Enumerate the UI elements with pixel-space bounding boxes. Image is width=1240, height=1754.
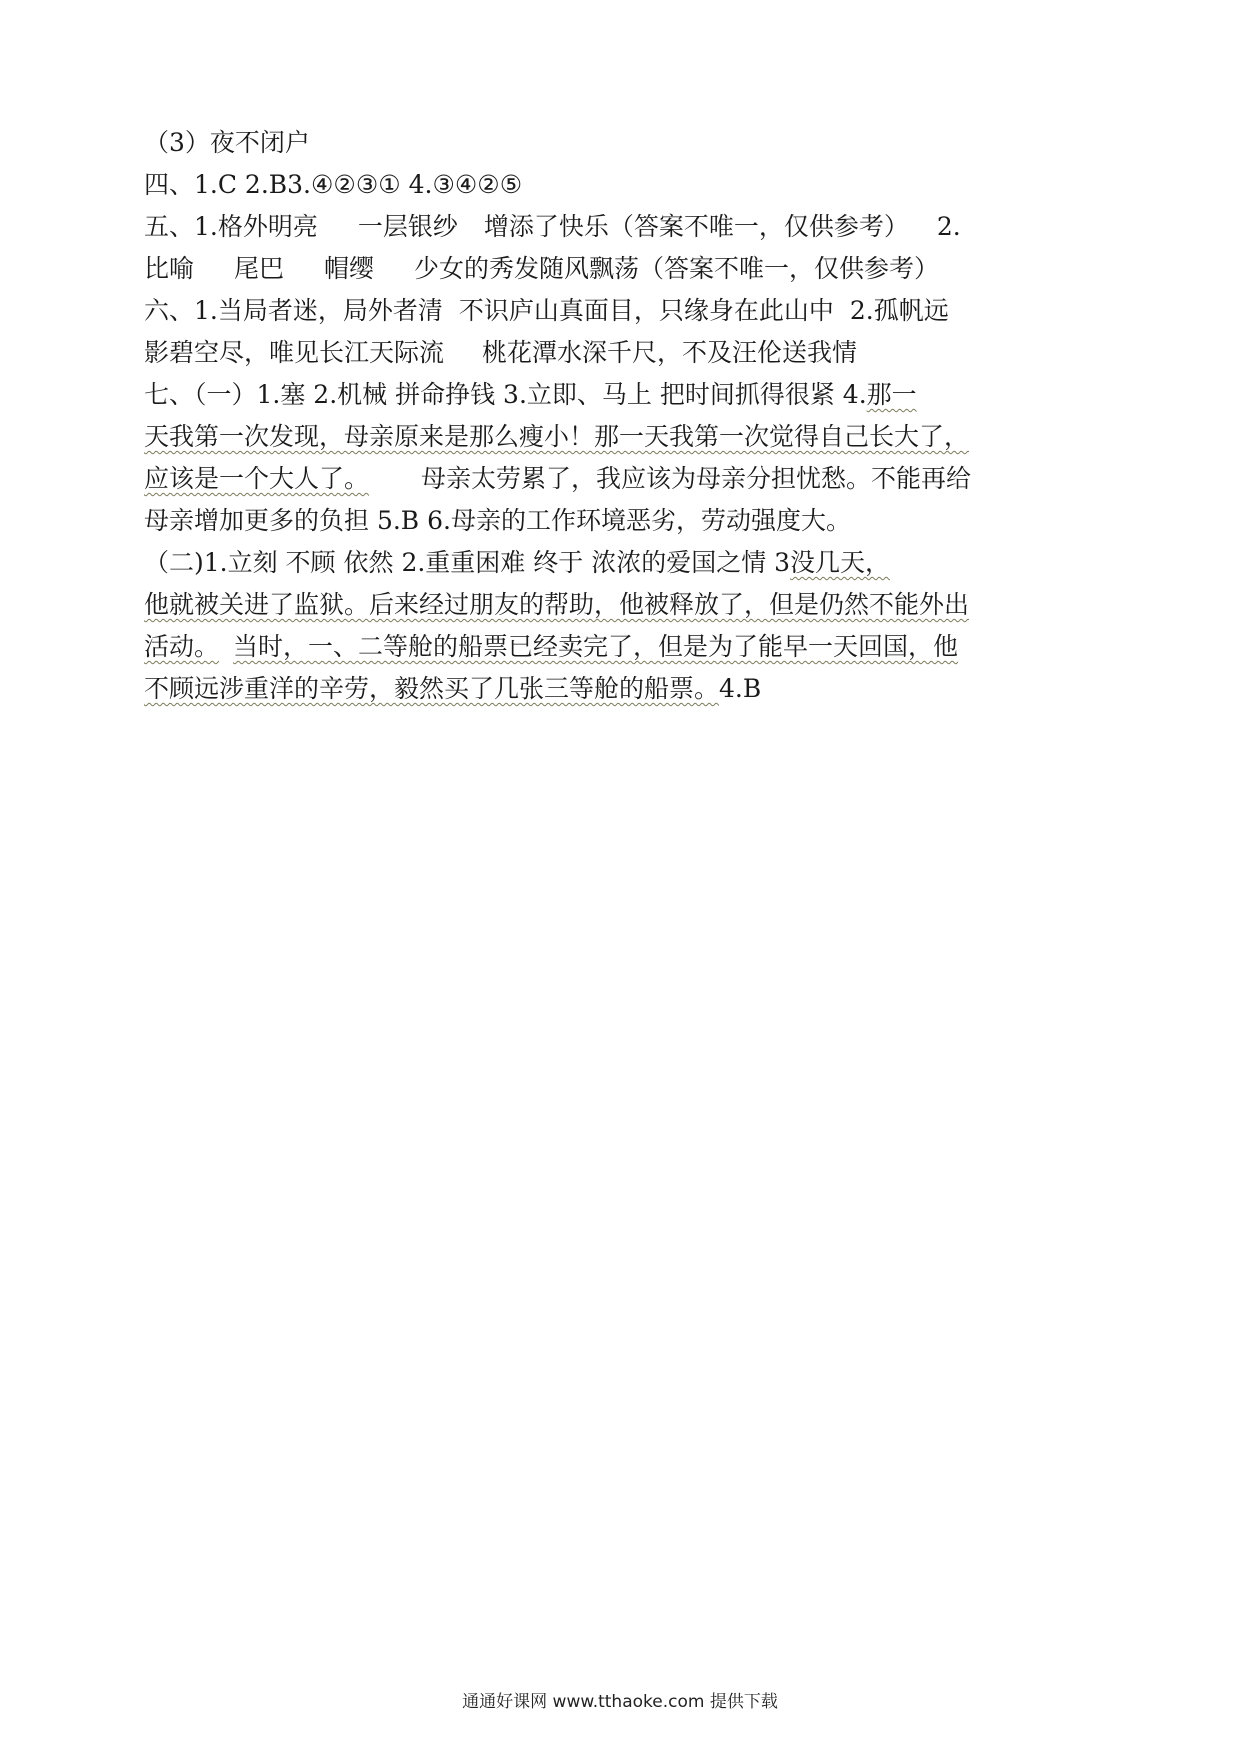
text-line <box>144 500 1104 542</box>
underlined-answer: 天我第一次发现，母亲原来是那么瘦小！那一天我第一次觉得自己长大了， <box>144 422 970 451</box>
underlined-answer: 他就被关进了监狱。后来经过朋友的帮助，他被释放了，但是仍然不能外出 <box>144 590 970 619</box>
text-line <box>144 584 1104 626</box>
line-text: 比喻 <box>144 254 195 283</box>
line-text: 2.孤帆远 <box>849 296 949 325</box>
line-text: 五、1.格外明亮 <box>144 212 318 241</box>
underlined-answer: 没几天， <box>790 548 891 577</box>
line-text: 母亲太劳累了，我应该为母亲分担忧愁。不能再给 <box>421 464 972 493</box>
underlined-answer: 活动。 <box>144 632 220 661</box>
text-line <box>144 416 1104 458</box>
text-line <box>144 458 1104 500</box>
text-line <box>144 290 1104 332</box>
text-line <box>144 626 1104 668</box>
text-line <box>144 248 1104 290</box>
text-line <box>144 542 1104 584</box>
footer-text: 通通好课网 www.tthaoke.com 提供下载 <box>462 1692 778 1712</box>
line-text: 4.B <box>719 674 762 703</box>
answer-text <box>144 122 1104 710</box>
line-text: 母亲增加更多的负担 5.B 6.母亲的工作环境恶劣，劳动强度大。 <box>144 506 851 535</box>
underlined-answer: 那一 <box>866 380 917 409</box>
text-line <box>144 206 1104 248</box>
line-text: 尾巴 <box>234 254 285 283</box>
line-text: （二)1.立刻 不顾 依然 2.重重困难 终于 浓浓的爱国之情 3 <box>144 548 791 577</box>
line-text: 四、1.C 2.B3.④②③① 4.③④②⑤ <box>144 170 523 199</box>
underlined-answer: 不顾远涉重洋的辛劳，毅然买了几张三等舱的船票。 <box>144 674 720 703</box>
line-text: （3）夜不闭户 <box>144 128 310 157</box>
line-text: 七、（一）1.塞 2.机械 拼命挣钱 3.立即、马上 把时间抓得很紧 4. <box>144 380 867 409</box>
line-text: 影碧空尽，唯见长江天际流 <box>144 338 445 367</box>
line-text: 2. <box>936 212 961 241</box>
text-line <box>144 332 1104 374</box>
line-text: 桃花潭水深千尺，不及汪伦送我情 <box>482 338 858 367</box>
underlined-answer: 应该是一个大人了。 <box>144 464 370 493</box>
line-text: 一层银纱 <box>357 212 458 241</box>
line-text: 少女的秀发随风飘荡（答案不唯一，仅供参考） <box>414 254 940 283</box>
text-line <box>144 374 1104 416</box>
line-text: 不识庐山真面目，只缘身在此山中 <box>458 296 834 325</box>
text-line <box>144 164 1104 206</box>
line-text: 帽缨 <box>324 254 375 283</box>
line-text: 六、1.当局者迷，局外者清 <box>144 296 443 325</box>
line-text: 增添了快乐（答案不唯一，仅供参考） <box>483 212 909 241</box>
text-line <box>144 122 1104 164</box>
underlined-answer: 当时，一、二等舱的船票已经卖完了，但是为了能早一天回国，他 <box>233 632 959 661</box>
text-line <box>144 668 1104 710</box>
